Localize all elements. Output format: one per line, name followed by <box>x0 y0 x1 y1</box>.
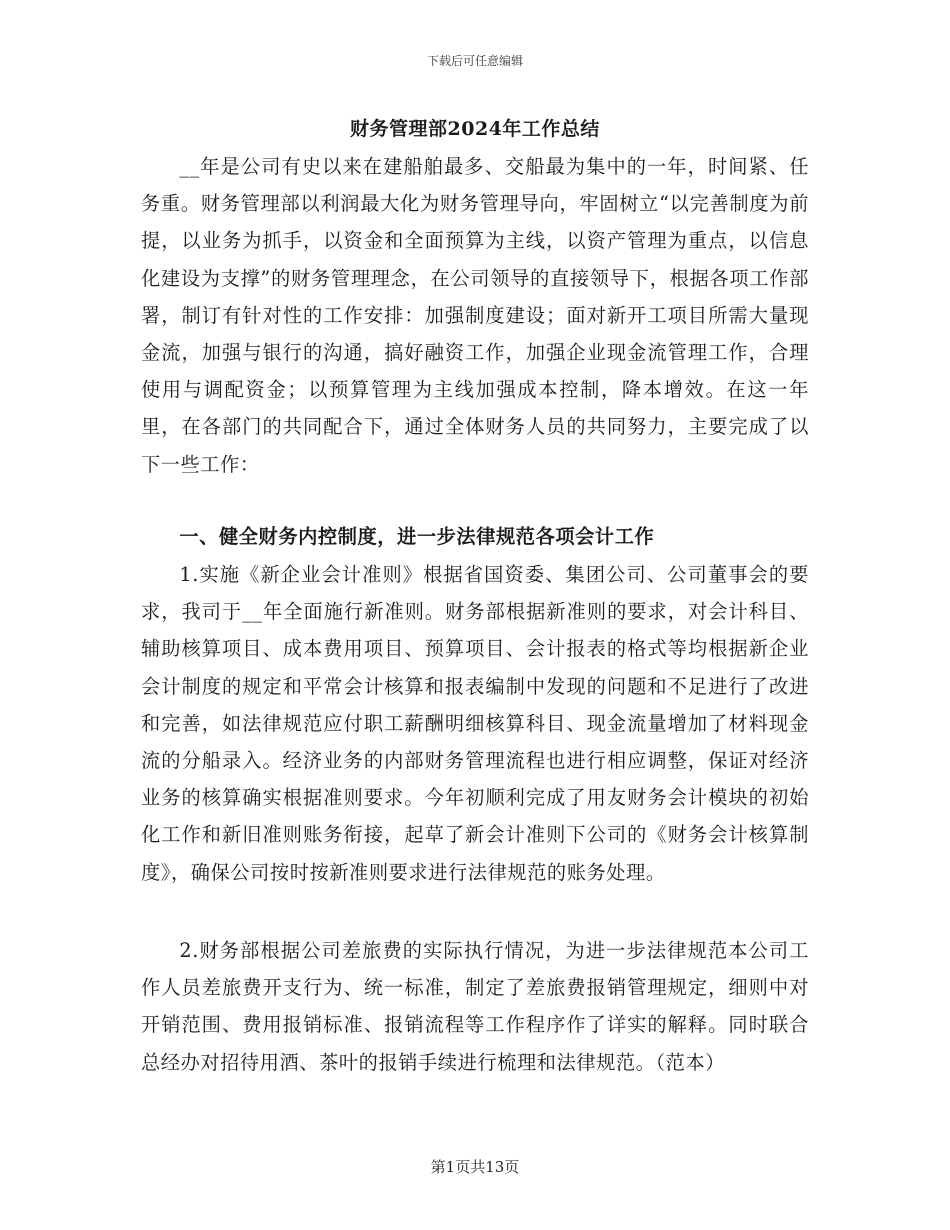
section-1-item-1 <box>141 556 809 891</box>
section-1-heading: 一、健全财务内控制度，进一步法律规范各项会计工作 <box>179 525 655 548</box>
section-1-item-2 <box>141 932 809 1081</box>
intro-paragraph: __年是公司有史以来在建船舶最多、交船最为集中的一年，时间紧、任务重。财务管理部以利润最大化为财务管理导向，牢固树立“以完善制度为前提，以业务为抓手，以资金和全面预算为主线，以资产管理为重点，以信息化建设为支撑”的财务管理理念，在公司领导的直接领导下，根据各项工作部署，制订有针对性的工作安排：加强制度建设；面对新开工项目所需大量现金流，加强与银行的沟通，搞好融资工作，加强企业现金流管理工作，合理使用与调配资金；以预算管理为主线加强成本控制，降本增效。在这一年里，在各部门的共同配合下，通过全体财务人员的共同努力，主要完成了以下一些工作： <box>141 155 809 476</box>
header-note: 下载后可任意编辑 <box>426 54 523 68</box>
document-title: 财务管理部2024年工作总结 <box>350 118 600 140</box>
page-number-footer: 第1页共13页 <box>430 1158 520 1176</box>
item-2-paragraph: 2.财务部根据公司差旅费的实际执行情况，为进一步法律规范本公司工作人员差旅费开支行为、统一标准，制定了差旅费报销管理规定，细则中对开销范围、费用报销标准、报销流程等工作程序作了详实的解释。同时联合总经办对招待用酒、茶叶的报销手续进行梳理和法律规范。（范本） <box>141 939 809 1074</box>
intro-section <box>141 148 809 483</box>
item-1-paragraph: 1.实施《新企业会计准则》根据省国资委、集团公司、公司董事会的要求，我司于__年全面施行新准则。财务部根据新准则的要求，对会计科目、辅助核算项目、成本费用项目、预算项目、会计报表的格式等均根据新企业会计制度的规定和平常会计核算和报表编制中发现的问题和不足进行了改进和完善，如法律规范应付职工薪酬明细核算科目、现金流量增加了材料现金流的分船录入。经济业务的内部财务管理流程也进行相应调整，保证对经济业务的核算确实根据准则要求。今年初顺利完成了用友财务会计模块的初始化工作和新旧准则账务衔接，起草了新会计准则下公司的《财务会计核算制度》，确保公司按时按新准则要求进行法律规范的账务处理。 <box>141 563 809 884</box>
